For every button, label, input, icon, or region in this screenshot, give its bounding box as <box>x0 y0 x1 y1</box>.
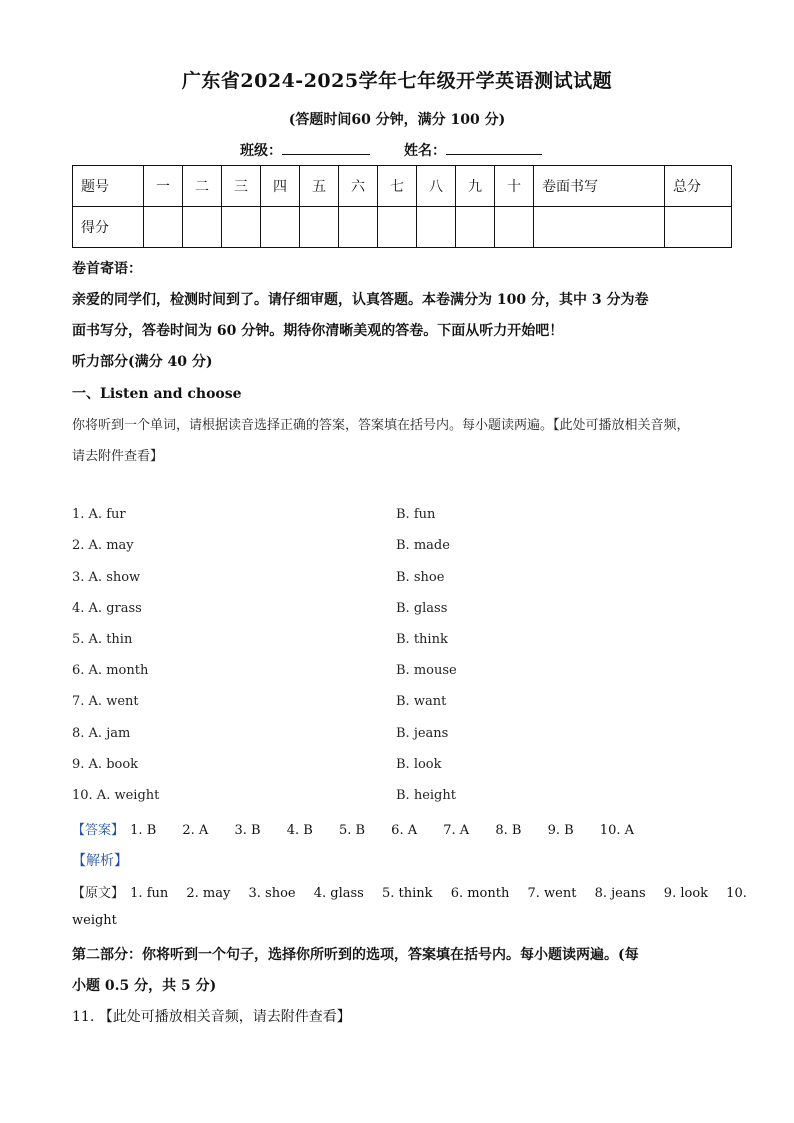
name-blank[interactable] <box>446 140 542 155</box>
score-cell[interactable] <box>300 207 339 248</box>
original-item: 4. glass <box>313 886 364 901</box>
score-cell[interactable] <box>261 207 300 248</box>
option-a[interactable]: 3. A. show <box>72 570 141 585</box>
answer-item: 4. B <box>286 823 313 838</box>
original-item: 2. may <box>186 886 231 901</box>
intro-line-1: 亲爱的同学们，检测时间到了。请仔细审题，认真答题。本卷满分为 100 分，其中 3 分为卷 <box>72 292 649 308</box>
answer-item: 5. B <box>338 823 366 838</box>
original-item: 3. shoe <box>248 886 296 901</box>
score-header-cell: 五 <box>300 166 339 207</box>
original-item: 7. went <box>527 886 577 901</box>
score-table-score-row <box>73 207 732 248</box>
answer-item: 2. A <box>182 823 209 838</box>
answer-item: 10. A <box>599 823 634 838</box>
instruction-line-2: 请去附件查看】 <box>72 449 164 464</box>
option-a[interactable]: 6. A. month <box>72 663 149 678</box>
option-b[interactable]: B. mouse <box>396 663 457 678</box>
option-a[interactable]: 1. A. fur <box>72 507 126 522</box>
option-b[interactable]: B. made <box>396 538 450 553</box>
score-cell[interactable] <box>378 207 417 248</box>
score-header-cell: 十 <box>495 166 534 207</box>
class-label: 班级： <box>240 143 282 159</box>
option-a[interactable]: 5. A. thin <box>72 632 133 647</box>
option-b[interactable]: B. think <box>396 632 448 647</box>
score-table <box>72 165 732 248</box>
option-a[interactable]: 8. A. jam <box>72 726 131 741</box>
score-cell[interactable] <box>665 207 732 248</box>
original-item: 8. jeans <box>594 886 646 901</box>
option-a[interactable]: 7. A. went <box>72 694 139 709</box>
part2-line-1: 第二部分：你将听到一个句子，选择你所听到的选项，答案填在括号内。每小题读两遍。(每 <box>72 947 639 963</box>
original-text-line <box>72 882 761 901</box>
answer-item: 7. A <box>443 823 470 838</box>
option-a[interactable]: 4. A. grass <box>72 601 142 616</box>
original-item: 6. month <box>450 886 510 901</box>
option-b[interactable]: B. look <box>396 757 442 772</box>
original-item: 1. fun <box>130 886 169 901</box>
question-11: 11. 【此处可播放相关音频，请去附件查看】 <box>72 1009 351 1025</box>
answer-item: 8. B <box>495 823 522 838</box>
original-item: 5. think <box>382 886 433 901</box>
name-label: 姓名： <box>404 143 446 159</box>
score-header-cell: 六 <box>339 166 378 207</box>
score-cell[interactable] <box>534 207 665 248</box>
score-cell[interactable] <box>495 207 534 248</box>
answer-label: 【答案】 <box>72 823 125 838</box>
part1-title: 一、Listen and choose <box>72 386 242 402</box>
original-label: 【原文】 <box>72 886 125 901</box>
score-header-cell: 一 <box>144 166 183 207</box>
analysis-label: 【解析】 <box>72 853 128 869</box>
score-row-label: 得分 <box>73 207 144 248</box>
score-header-cell: 三 <box>222 166 261 207</box>
instruction-line-1: 你将听到一个单词，请根据读音选择正确的答案，答案填在括号内。每小题读两遍。【此处可播放相关音频， <box>72 418 690 433</box>
score-cell[interactable] <box>144 207 183 248</box>
score-cell[interactable] <box>222 207 261 248</box>
part2-line-2: 小题 0.5 分，共 5 分) <box>72 978 217 994</box>
score-cell[interactable] <box>339 207 378 248</box>
score-header-cell: 八 <box>417 166 456 207</box>
option-a[interactable]: 9. A. book <box>72 757 139 772</box>
option-b[interactable]: B. fun <box>396 507 436 522</box>
intro-line-2: 面书写分，答卷时间为 60 分钟。期待你清晰美观的答卷。下面从听力开始吧！ <box>72 323 564 339</box>
score-header-cell: 卷面书写 <box>534 166 665 207</box>
option-b[interactable]: B. jeans <box>396 726 449 741</box>
score-header-cell: 九 <box>456 166 495 207</box>
exam-subtitle: (答题时间60 分钟，满分 100 分) <box>288 112 506 128</box>
score-header-cell: 七 <box>378 166 417 207</box>
option-b[interactable]: B. height <box>396 788 456 803</box>
class-blank[interactable] <box>282 140 370 155</box>
answer-line <box>72 819 656 838</box>
listening-section-title: 听力部分(满分 40 分) <box>72 354 213 370</box>
score-header-cell: 二 <box>183 166 222 207</box>
score-cell[interactable] <box>183 207 222 248</box>
answer-item: 9. B <box>547 823 574 838</box>
score-header-cell: 总分 <box>665 166 732 207</box>
class-name-line <box>240 140 542 160</box>
answer-item: 6. A <box>391 823 418 838</box>
original-wrap: weight <box>72 913 117 928</box>
answer-item: 1. B <box>130 823 157 838</box>
option-b[interactable]: B. shoe <box>396 570 445 585</box>
score-header-cell: 四 <box>261 166 300 207</box>
option-a[interactable]: 2. A. may <box>72 538 134 553</box>
option-a[interactable]: 10. A. weight <box>72 788 160 803</box>
score-header-cell: 题号 <box>73 166 144 207</box>
answer-item: 3. B <box>234 823 261 838</box>
page-title: 广东省2024-2025学年七年级开学英语测试试题 <box>181 70 613 92</box>
option-b[interactable]: B. want <box>396 694 447 709</box>
option-b[interactable]: B. glass <box>396 601 448 616</box>
original-item: 10. <box>726 886 747 901</box>
score-cell[interactable] <box>456 207 495 248</box>
score-table-header-row <box>73 166 732 207</box>
score-cell[interactable] <box>417 207 456 248</box>
original-item: 9. look <box>663 886 709 901</box>
intro-heading: 卷首寄语： <box>72 261 142 277</box>
